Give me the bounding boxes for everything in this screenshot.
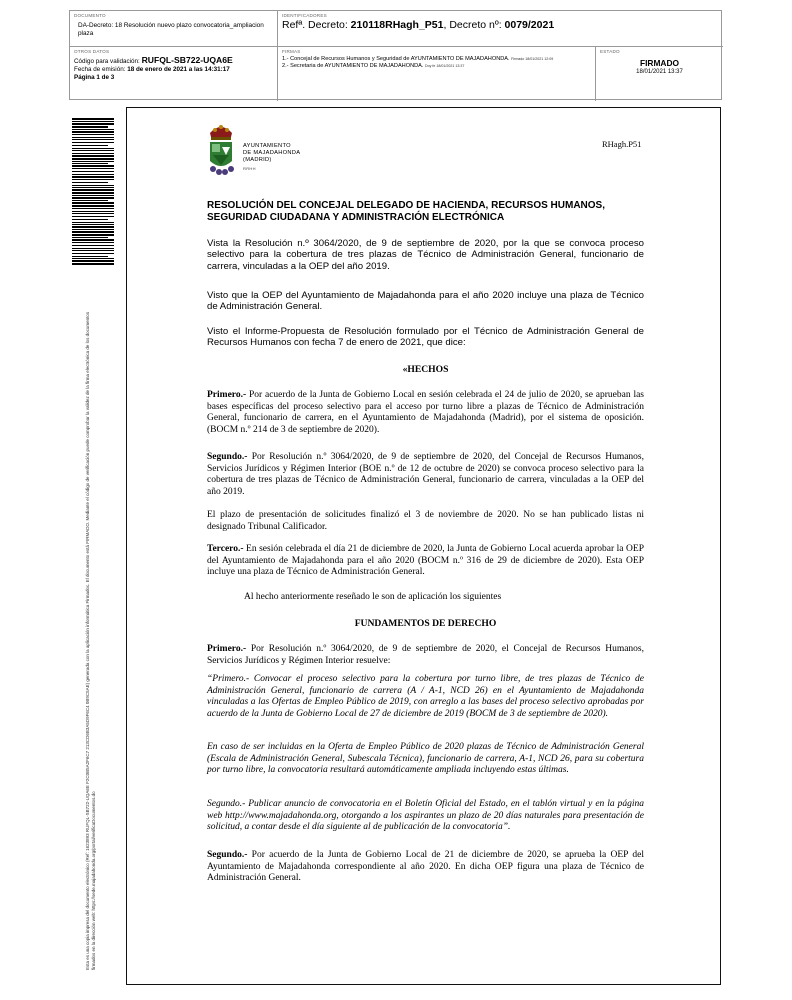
barcode-stripe	[72, 231, 114, 233]
reference-code: RHagh.P51	[602, 139, 642, 149]
fecha-label: Fecha de emisión:	[74, 66, 126, 73]
identificadores-cell	[278, 11, 723, 47]
signature-1-text: 1.- Concejal de Recursos Humanos y Seguridad de AYUNTAMIENTO DE MAJADAHONDA.	[282, 56, 510, 62]
barcode-stripe	[72, 131, 114, 133]
barcode-stripe	[72, 145, 108, 147]
documento-cell	[70, 11, 278, 47]
ref-value: 210118RHagh_P51	[350, 19, 444, 31]
barcode-stripe	[72, 237, 108, 238]
firmas-cell	[278, 47, 596, 101]
validation-code: RUFQL-SB722-UQA6E	[141, 55, 233, 65]
barcode-stripe	[72, 165, 114, 167]
fundamento-segundo	[207, 850, 644, 885]
barcode-stripe	[72, 161, 114, 162]
paragraph-3-text: Visto el Informe-Propuesta de Resolución formulado por el Técnico de Administración General de Recursos Humanos con fecha 7 de enero de 2021, que dice:	[207, 326, 644, 349]
hecho-2-text: Por Resolución n.º 3064/2020, de 9 de septiembre de 2020, del Concejal de Recursos Humanos, Servicios Jurídicos y Régimen Interior (BOE n.º de 12 de octubre de 2020) se convoca proceso selectivo para la cobertura de tres plazas de Técnico de Administración General, funcionario de carrera, vinculadas a la OEP del año 2019.	[207, 452, 644, 497]
barcode-stripe	[72, 242, 114, 243]
codigo-label: Código para validación:	[74, 58, 140, 65]
barcode-stripe	[72, 192, 114, 194]
page-count: Página 1 de 3	[74, 74, 115, 81]
barcode-stripe	[72, 226, 114, 228]
issue-date-line	[74, 66, 273, 74]
fundamento-2-label: Segundo.-	[207, 850, 248, 860]
logo-line-2: DE MAJADAHONDA	[243, 150, 301, 157]
documento-text: DA-Decreto: 18 Resolución nuevo plazo convocatoria_ampliacion plaza	[78, 22, 264, 38]
fundamentos-title: FUNDAMENTOS DE DERECHO	[354, 618, 497, 629]
barcode-stripe	[72, 222, 114, 223]
status-badge: FIRMADO	[639, 58, 680, 68]
document-title-block	[207, 200, 644, 224]
signature-2-text: 2.- Secretaria de AYUNTAMIENTO DE MAJADAHONDA.	[282, 63, 424, 69]
barcode-stripe	[72, 155, 114, 157]
fundamento-1-label: Primero.-	[207, 644, 247, 654]
barcode-stripe	[72, 258, 114, 259]
barcode-stripe	[72, 197, 114, 199]
hechos-heading	[207, 364, 644, 375]
barcode-stripe	[72, 185, 114, 186]
barcode-stripe	[72, 229, 114, 230]
barcode-stripe	[72, 174, 114, 176]
fecha-value: 18 de enero de 2021 a las 14:31:17	[127, 66, 230, 73]
identificadores-caption: IDENTIFICADORES	[282, 13, 327, 18]
barcode-stripe	[72, 200, 108, 201]
fundamento-1-text: Por Resolución n.º 3064/2020, de 9 de septiembre de 2020, el Concejal de Recursos Humanos, Servicios Jurídicos y Régimen Interior resuelve:	[207, 644, 644, 666]
hechos-closing	[244, 592, 644, 604]
hecho-1-text: Por acuerdo de la Junta de Gobierno Local en sesión celebrada el 24 de julio de 2020, se aprueban las bases específicas del proceso selectivo para el acceso por turno libre a plazas de Técnico de Administración General, funcionario de carrera, en el Ayuntamiento de Majadahonda (Madrid), por el sistema de oposición. (BOCM n.º 214 de 3 de septiembre de 2020).	[207, 390, 644, 435]
hechos-closing-text: Al hecho anteriormente reseñado le son de aplicación los siguientes	[244, 592, 502, 602]
barcode-stripe	[72, 134, 114, 135]
barcode-stripe	[72, 163, 108, 164]
barcode-stripe	[72, 182, 108, 184]
hecho-segundo-b	[207, 510, 644, 533]
documento-caption: DOCUMENTO	[74, 13, 106, 18]
barcode-stripe	[72, 158, 114, 160]
barcode-stripe	[72, 139, 114, 141]
barcode-stripe	[72, 123, 114, 125]
barcode-stripe	[72, 245, 114, 247]
barcode-stripe	[72, 129, 114, 130]
otros-datos-cell	[70, 47, 278, 101]
decreto-label: , Decreto nº:	[443, 19, 502, 31]
barcode-stripe	[72, 121, 114, 122]
paragraph-2-text: Visto que la OEP del Ayuntamiento de Majadahonda para el año 2020 incluye una plaza de Técnico de Administración General.	[207, 290, 644, 313]
otros-caption: OTROS DATOS	[74, 49, 110, 54]
paragraph-2	[207, 290, 644, 313]
firmas-caption: FIRMAS	[282, 49, 301, 54]
barcode-stripe	[72, 148, 114, 149]
barcode-stripe	[72, 189, 114, 191]
barcode-stripe	[72, 248, 114, 250]
quote-1-text: “Primero.- Convocar el proceso selectivo para la cobertura por turno libre, de tres plazas de Técnico de Administración General, funcionario de carrera (A / A-1, NCD 26) en el Ayuntamiento de Majadahonda vinculadas a las Ofertas de Empleo Público de 2019, con arreglo a las bases del proceso selectivo aprobadas por acuerdo de la Junta de Gobierno Local de 27 de diciembre de 2019 (BOCM de 3 de septiembre de 2020).	[207, 674, 644, 719]
hecho-segundo	[207, 452, 644, 498]
barcode-stripe	[72, 219, 108, 221]
quote-1	[207, 674, 644, 720]
barcode-stripe	[72, 208, 114, 209]
signature-header	[69, 10, 722, 100]
barcode-stripe	[72, 260, 114, 262]
validation-code-line	[74, 56, 273, 66]
quote-3-text: Segundo.- Publicar anuncio de convocatoria en el Boletín Oficial del Estado, en el tablón virtual y en la página web http://www.majadahonda.org, otorgando a los aspirantes un plazo de 20 días naturales para presentación de solicitud, a contar desde el día siguiente al de publicación de la convocatoria”.	[207, 799, 644, 833]
barcode-stripe	[72, 205, 114, 207]
hechos-title: «HECHOS	[402, 364, 449, 375]
hecho-primero	[207, 390, 644, 436]
barcode-stripe	[72, 256, 108, 257]
hecho-2-label: Segundo.-	[207, 452, 248, 462]
quote-2-text: En caso de ser incluidas en la Oferta de Empleo Público de 2020 plazas de Técnico de Administración General (Escala de Administración General, Subescala Técnica), funcionario de carrera, A-1, NCD 26, para su cobertura por turno libre, la convocatoria resultará automáticamente ampliada incluyendo estas últimas.	[207, 742, 644, 776]
hecho-3-text: En sesión celebrada el día 21 de diciembre de 2020, la Junta de Gobierno Local acuerda aprobar la OEP del Ayuntamiento de Majadahonda para el año 2020 (BOCM n.º 316 de 29 de diciembre de 2020). Esta OEP incluye una plaza de Técnico de Administración General.	[207, 544, 644, 578]
signature-1	[282, 56, 591, 63]
coat-of-arms-logo	[207, 123, 235, 181]
barcode-stripe	[72, 263, 114, 265]
paragraph-1-text: Vista la Resolución n.º 3064/2020, de 9 de septiembre de 2020, por la que se convoca proceso selectivo para la cobertura de tres plazas de Técnico de Administración General, funcionario de carrera, vinculadas a la OEP del año 2019.	[207, 238, 644, 272]
barcode-stripe	[72, 202, 114, 204]
barcode-stripe	[72, 176, 114, 178]
logo-line-3: (MADRID)	[243, 157, 272, 164]
signature-2-date: Doy fe 18/01/2021 13:37	[425, 64, 465, 68]
barcode-stripe	[72, 153, 114, 154]
quote-2	[207, 742, 644, 777]
barcode-stripe	[72, 168, 114, 169]
logo-line-4: RRHH	[243, 165, 256, 171]
signature-2	[282, 63, 591, 70]
barcode-stripe	[72, 118, 114, 120]
barcode-stripe	[72, 234, 114, 236]
fundamentos-heading	[207, 618, 644, 629]
verification-side-text: Esta es una copia impresa del documento electrónico (Ref: 1623893 RUFQL-SB722-UQA6E F2C0B5A2F6C7 213CD6B3A5D9F6C4 0B9C5AE) generada con la aplicación informática Firmadoc. El documento está FIRMADO. Mediante el código de verificación puede comprobar la validez de la firma electrónica de los documentos firmados en la dirección web: https://sede.majadahonda.org/portal/verificaDocumentos.do	[85, 311, 97, 970]
barcode-stripe	[72, 239, 114, 241]
barcode-stripe	[72, 171, 114, 173]
fundamento-primero	[207, 644, 644, 667]
hecho-1-label: Primero.-	[207, 390, 247, 400]
barcode-stripe	[72, 150, 114, 152]
barcode	[72, 118, 114, 270]
barcode-stripe	[72, 253, 114, 255]
barcode-stripe	[72, 224, 114, 225]
decree-identifier	[282, 19, 719, 31]
barcode-stripe	[72, 213, 114, 214]
barcode-stripe	[72, 179, 114, 180]
barcode-stripe	[72, 187, 114, 188]
document-title: RESOLUCIÓN DEL CONCEJAL DELEGADO DE HACIENDA, RECURSOS HUMANOS, SEGURIDAD CIUDADANA Y ADMINISTRACIÓN ELECTRÓNICA	[207, 200, 605, 224]
barcode-stripe	[72, 137, 114, 138]
barcode-stripe	[72, 250, 114, 251]
signature-1-date: Firmado 18/01/2021 12:09	[511, 57, 554, 61]
hecho-tercero	[207, 544, 644, 579]
quote-3	[207, 799, 644, 834]
barcode-stripe	[72, 126, 108, 128]
barcode-stripe	[72, 195, 114, 196]
paragraph-1	[207, 238, 644, 272]
barcode-stripe	[72, 142, 114, 144]
decreto-value: 0079/2021	[504, 19, 555, 31]
hecho-2b-text: El plazo de presentación de solicitudes finalizó el 3 de noviembre de 2020. No se han publicado listas ni designado Tribunal Calificador.	[207, 510, 644, 532]
paragraph-3	[207, 326, 644, 349]
barcode-stripe	[72, 216, 114, 218]
barcode-stripe	[72, 211, 114, 213]
ref-label: Refª. Decreto:	[282, 19, 348, 31]
estado-cell	[596, 47, 723, 101]
logo-text	[243, 143, 300, 172]
logo-line-1: AYUNTAMIENTO	[243, 143, 291, 149]
status-date: 18/01/2021 13:37	[636, 69, 683, 75]
estado-caption: ESTADO	[600, 49, 620, 54]
hecho-3-label: Tercero.-	[207, 544, 244, 554]
fundamento-2-text: Por acuerdo de la Junta de Gobierno Local de 21 de diciembre de 2020, se aprueba la OEP del Ayuntamiento de Majadahonda correspondiente al año 2020. En dicha OEP figura una plaza de Técnico de Administración General.	[207, 850, 644, 884]
